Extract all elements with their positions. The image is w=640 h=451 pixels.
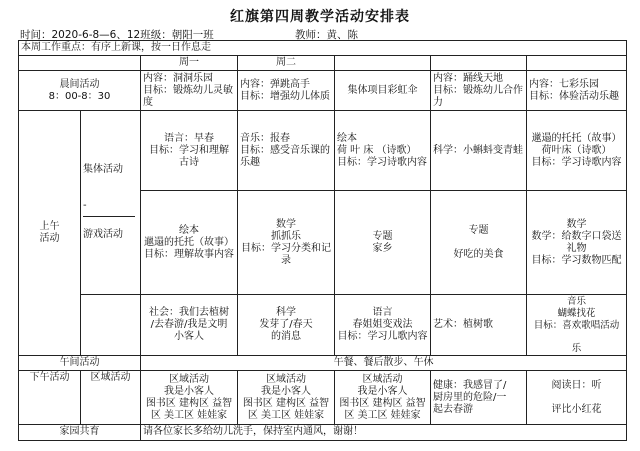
afternoon-thu: 健康：我感冒了/ 厨房里的危险/一 起去春游 [431,371,527,425]
morning-time: 8：00-8：30 [48,90,111,102]
group-mon: 语言：早春 目标：学习和理解 古诗 [141,111,238,191]
third-wed: 语言 春姐姐变戏法 目标：学习儿歌内容 [335,295,431,356]
game-wed: 专题 家乡 [335,191,431,295]
morning-label [19,71,141,111]
time-class-info: 时间：2020-6-8—6、12班级：朝阳一班 [20,29,214,41]
corner-cell [19,56,141,71]
day-header-thu [431,56,527,71]
morning-tue: 内容：弹跳高手 目标：增强幼儿体质 [238,71,335,111]
third-thu: 艺术：植树歌 [431,295,527,356]
morning-fri: 内容：七彩乐园 目标：体验活动乐趣 [527,71,627,111]
noon-label: 午间活动 [19,356,141,371]
group-wed: 绘本 荷 叶 床 （诗歌） 目标：学习诗歌内容 [335,111,431,191]
third-fri: 音乐 蝴蝶找花 目标：喜欢歌唱活动 乐 [527,295,627,356]
day-header-tue: 周二 [238,56,335,71]
page-title: 红旗第四周教学活动安排表 [230,9,410,25]
third-tue: 科学 发芽了/春天 的消息 [238,295,335,356]
game-mon: 绘本 邋遢的托托（故事） 目标：理解故事内容 [141,191,238,295]
afternoon-sub: 区域活动 [81,371,141,425]
group-activity-label: 集体活动 [83,164,123,176]
teachers-info: 教师：黄、陈 [295,29,358,41]
forenoon-label: 上午 活动 [19,111,81,356]
morning-mon: 内容：洞洞乐园 目标：锻炼幼儿灵敏度 [141,71,238,111]
forenoon-sub-labels [81,111,141,295]
afternoon-fri: 阅读日：听 评比小红花 [527,371,627,425]
morning-label-text: 晨间活动 [59,78,100,90]
afternoon-wed: 区域活动 我是小客人 图书区 建构区 益智区 美工区 娃娃家 [335,371,431,425]
blank-sub-cell [81,295,141,356]
afternoon-mon: 区域活动 我是小客人 图书区 建构区 益智区 美工区 娃娃家 [141,371,238,425]
afternoon-label: 下午活动 [19,371,81,425]
afternoon-tue: 区域活动 我是小客人 图书区 建构区 益智区 美工区 娃娃家 [238,371,335,425]
game-fri: 数学 数学：给数字口袋送礼物 目标：学习数物匹配 [527,191,627,295]
third-mon: 社会：我们去植树 /去春游/我是文明 小客人 [141,295,238,356]
dash-mark: - [83,200,87,212]
morning-thu: 内容：踊线天地 目标：锻炼幼儿合作力 [431,71,527,111]
parents-content: 请各位家长多给幼儿洗手，保持室内通风，谢谢！ [141,425,627,440]
group-fri: 邋遢的托托（故事） 荷叶床（诗歌） 目标：学习诗歌内容 [527,111,627,191]
game-thu: 专题 好吃的美食 [431,191,527,295]
group-thu: 科学：小蝌蚪变青蛙 [431,111,527,191]
dash-line [83,216,135,217]
game-tue: 数学 抓抓乐 目标：学习分类和记录 [238,191,335,295]
parents-label: 家园共育 [19,425,141,440]
day-header-fri [527,56,627,71]
weekly-focus: 本周工作重点：有序上新课，按一日作息走 [19,41,627,56]
day-header-mon: 周一 [141,56,238,71]
day-header-wed [335,56,431,71]
group-tue: 音乐：报春 目标：感受音乐课的乐趣 [238,111,335,191]
schedule-table [18,40,627,441]
noon-content: 午餐、餐后散步、午休 [141,356,627,371]
game-activity-label: 游戏活动 [83,229,123,241]
morning-wed: 集体项目彩虹伞 [335,71,431,111]
